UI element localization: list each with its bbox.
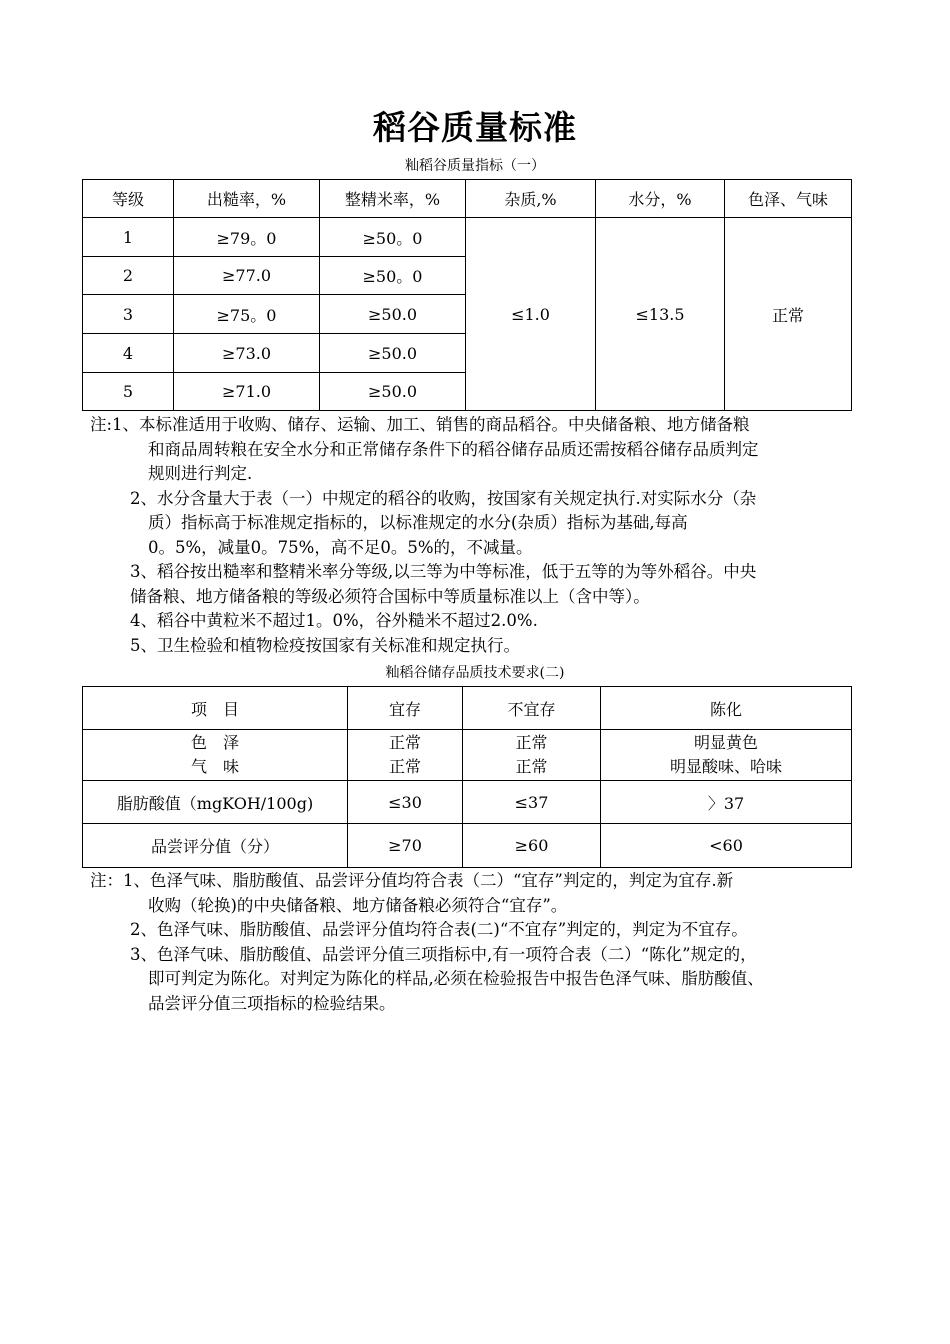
- head-rice-rate-cell: ≥50.0: [320, 295, 466, 334]
- header-color-odor: 色泽、气味: [725, 180, 852, 218]
- note-line: 和商品周转粮在安全水分和正常储存条件下的稻谷储存品质还需按稻谷储存品质判定: [148, 439, 759, 459]
- item-color-label: 色 泽: [190, 733, 239, 752]
- table1-caption: 籼稻谷质量指标（一）: [405, 158, 545, 174]
- aged-color-value: 明显黄色: [693, 733, 758, 752]
- note-line: 5、卫生检验和植物检疫按国家有关标准和规定执行。: [130, 635, 520, 655]
- aged-color-odor-cell: [601, 730, 852, 781]
- unsuitable-fatty-acid-cell: ≤37: [463, 781, 601, 824]
- suitable-color-odor-cell: [348, 730, 463, 781]
- suitable-fatty-acid-cell: ≤30: [348, 781, 463, 824]
- head-rice-rate-cell: ≥50.0: [320, 334, 466, 373]
- header-head-rice-rate: 整精米率，%: [320, 180, 466, 218]
- note-line: 3、稻谷按出糙率和整精米率分等级,以三等为中等标准，低于五等的为等外稻谷。中央: [130, 562, 757, 581]
- header-unsuitable: 不宜存: [463, 687, 601, 730]
- table2-notes: [90, 869, 880, 1016]
- table-row: [83, 824, 852, 868]
- suitable-color-value: 正常: [388, 733, 421, 752]
- item-color-odor-cell: [83, 730, 348, 781]
- rice-quality-table: [82, 179, 852, 411]
- note-line: 4、稻谷中黄粒米不超过1。0%，谷外糙米不超过2.0%.: [130, 611, 538, 630]
- unsuitable-color-odor-cell: [463, 730, 601, 781]
- note-line: 即可判定为陈化。对判定为陈化的样品,必须在检验报告中报告色泽气味、脂肪酸值、: [148, 969, 764, 988]
- header-impurity: 杂质,%: [466, 180, 596, 218]
- page-title: 稻谷质量标准: [373, 108, 577, 147]
- aged-odor-value: 明显酸味、哈味: [669, 757, 782, 776]
- unsuitable-odor-value: 正常: [515, 757, 548, 776]
- note-line: 2、色泽气味、脂肪酸值、品尝评分值均符合表(二)“不宜存”判定的，判定为不宜存。: [130, 920, 748, 939]
- grade-cell: 5: [83, 373, 174, 411]
- note-line: 注:1、本标准适用于收购、储存、运输、加工、销售的商品稻谷。中央储备粮、地方储备粮: [90, 415, 750, 434]
- note-line: 2、水分含量大于表（一）中规定的稻谷的收购，按国家有关规定执行.对实际水分（杂: [130, 488, 757, 508]
- head-rice-rate-cell: ≥50。0: [320, 218, 466, 257]
- item-taste-score-cell: 品尝评分值（分）: [83, 824, 348, 868]
- header-suitable: 宜存: [348, 687, 463, 730]
- note-line: 注：1、色泽气味、脂肪酸值、品尝评分值均符合表（二）“宜存”判定的，判定为宜存.新: [90, 871, 734, 890]
- color-odor-cell: 正常: [725, 218, 852, 411]
- note-line: 质）指标高于标准规定指标的，以标准规定的水分(杂质）指标为基础,每高: [148, 513, 688, 532]
- note-line: 0。5%，减量0。75%，高不足0。5%的，不减量。: [148, 537, 533, 557]
- grade-cell: 2: [83, 257, 174, 295]
- item-fatty-acid-cell: 脂肪酸值（mgKOH/100g): [83, 781, 348, 824]
- note-line: 3、色泽气味、脂肪酸值、品尝评分值三项指标中,有一项符合表（二）“陈化”规定的，: [130, 944, 757, 964]
- table-row: [83, 781, 852, 824]
- grade-cell: 1: [83, 218, 174, 257]
- note-line: 储备粮、地方储备粮的等级必须符合国标中等质量标准以上（含中等）。: [130, 586, 650, 606]
- suitable-odor-value: 正常: [388, 757, 421, 776]
- item-odor-label: 气 味: [190, 757, 239, 776]
- husked-rate-cell: ≥79。0: [174, 218, 320, 257]
- husked-rate-cell: ≥75。0: [174, 295, 320, 334]
- table-row: [83, 218, 852, 257]
- header-aged: 陈化: [601, 687, 852, 730]
- table-header-row: [83, 687, 852, 730]
- unsuitable-color-value: 正常: [515, 733, 548, 752]
- grade-cell: 4: [83, 334, 174, 373]
- grade-cell: 3: [83, 295, 174, 334]
- suitable-taste-score-cell: ≥70: [348, 824, 463, 868]
- head-rice-rate-cell: ≥50。0: [320, 257, 466, 295]
- note-line: 收购（轮换)的中央储备粮、地方储备粮必须符合“宜存”。: [148, 895, 568, 915]
- table-header-row: [83, 180, 852, 218]
- husked-rate-cell: ≥77.0: [174, 257, 320, 295]
- moisture-cell: ≤13.5: [596, 218, 725, 411]
- aged-taste-score-cell: <60: [601, 824, 852, 868]
- note-line: 品尝评分值三项指标的检验结果。: [148, 993, 396, 1013]
- header-item: 项 目: [83, 687, 348, 730]
- husked-rate-cell: ≥71.0: [174, 373, 320, 411]
- husked-rate-cell: ≥73.0: [174, 334, 320, 373]
- header-moisture: 水分，%: [596, 180, 725, 218]
- note-line: 规则进行判定.: [148, 464, 253, 483]
- table1-notes: [90, 413, 880, 658]
- aged-fatty-acid-cell: 〉37: [601, 781, 852, 824]
- header-grade: 等级: [83, 180, 174, 218]
- impurity-cell: ≤1.0: [466, 218, 596, 411]
- table2-caption: 籼稻谷储存品质技术要求(二): [385, 665, 565, 681]
- storage-quality-table: [82, 686, 852, 868]
- table-row: [83, 730, 852, 781]
- head-rice-rate-cell: ≥50.0: [320, 373, 466, 411]
- header-husked-rate: 出糙率，%: [174, 180, 320, 218]
- unsuitable-taste-score-cell: ≥60: [463, 824, 601, 868]
